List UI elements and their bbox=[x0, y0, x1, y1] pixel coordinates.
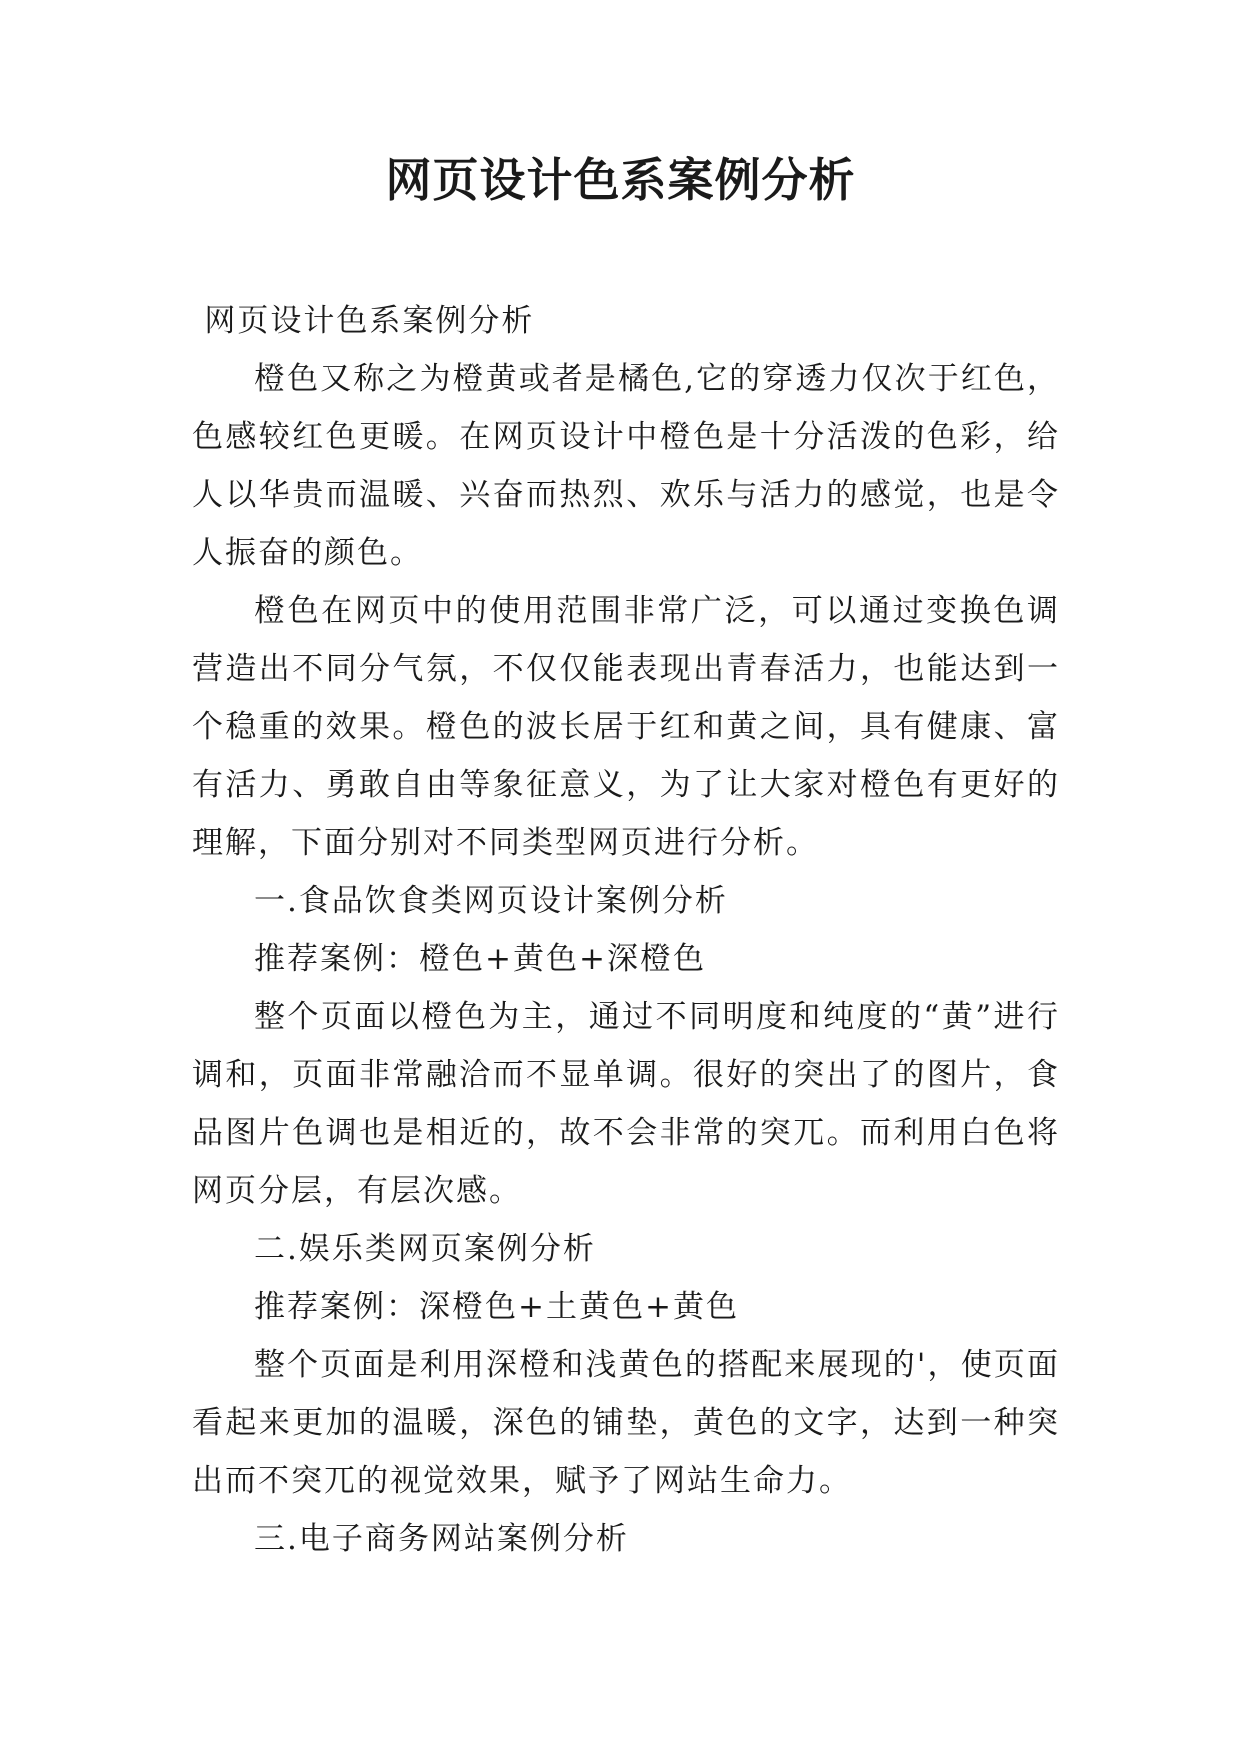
body-paragraph: 整个页面以橙色为主，通过不同明度和纯度的“黄”进行调和，页面非常融洽而不显单调。很好的突出了的图片，食品图片色调也是相近的，故不会非常的突兀。而利用白色将网页分层，有层次感。 bbox=[192, 999, 1060, 1209]
body-paragraph: 橙色又称之为橙黄或者是橘色,它的穿透力仅次于红色，色感较红色更暖。在网页设计中橙色是十分活泼的色彩，给人以华贵而温暖、兴奋而热烈、欢乐与活力的感觉，也是令人振奋的颜色。 bbox=[192, 361, 1060, 571]
document-body bbox=[192, 292, 1060, 1568]
section-heading: 二.娱乐类网页案例分析 bbox=[254, 1231, 596, 1267]
subtitle-paragraph: 网页设计色系案例分析 bbox=[204, 303, 535, 339]
section-heading: 三.电子商务网站案例分析 bbox=[254, 1521, 629, 1557]
recommendation-line: 推荐案例：深橙色+土黄色+黄色 bbox=[254, 1289, 739, 1325]
recommendation-line: 推荐案例：橙色+黄色+深橙色 bbox=[254, 941, 706, 977]
body-paragraph: 整个页面是利用深橙和浅黄色的搭配来展现的'，使页面看起来更加的温暖，深色的铺垫，黄色的文字，达到一种突出而不突兀的视觉效果，赋予了网站生命力。 bbox=[192, 1347, 1060, 1499]
document-title: 网页设计色系案例分析 bbox=[385, 153, 856, 207]
body-paragraph: 橙色在网页中的使用范围非常广泛，可以通过变换色调营造出不同分气氛，不仅仅能表现出青春活力，也能达到一个稳重的效果。橙色的波长居于红和黄之间，具有健康、富有活力、勇敢自由等象征意义，为了让大家对橙色有更好的理解，下面分别对不同类型网页进行分析。 bbox=[192, 593, 1060, 861]
section-heading: 一.食品饮食类网页设计案例分析 bbox=[254, 883, 728, 919]
